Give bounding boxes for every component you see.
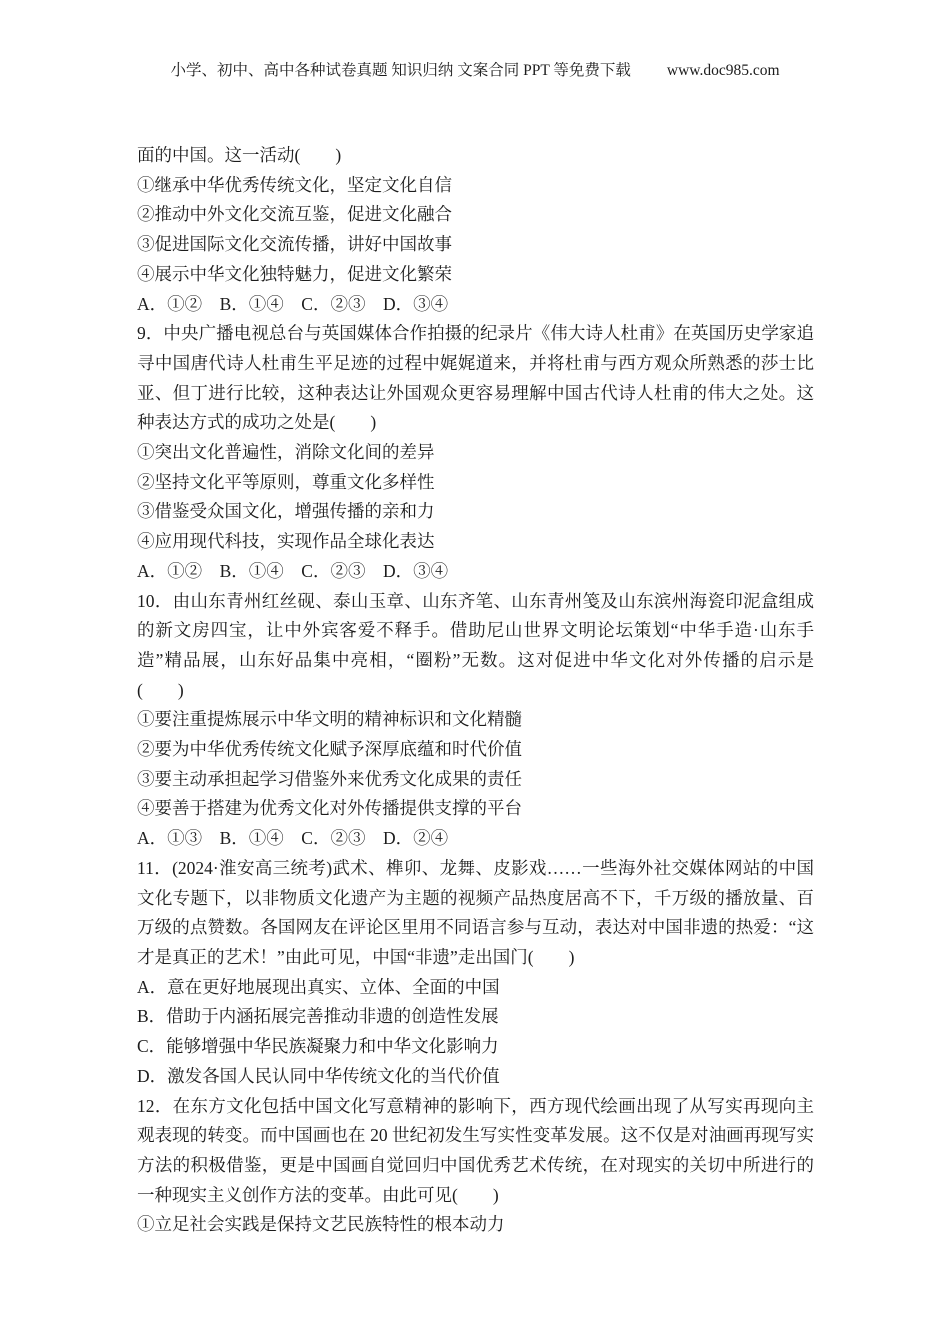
q10-option-2: ②要为中华优秀传统文化赋予深厚底蕴和时代价值 xyxy=(137,739,522,760)
site-header-text: 小学、初中、高中各种试卷真题 知识归纳 文案合同 PPT 等免费下载 xyxy=(170,62,631,79)
q8-option-4: ④展示中华文化独特魅力，促进文化繁荣 xyxy=(137,263,452,284)
q8-stem-continuation: 面的中国。这一活动( ) xyxy=(137,145,342,165)
q10-stem: 10．由山东青州红丝砚、泰山玉章、山东齐笔、山东青州笺及山东滨州海瓷印泥盒组成的新文房四宝，让中外宾客爱不释手。借助尼山世界文明论坛策划“中华手造·山东手造”精品展，山东好品集中亮相，“圈粉”无数。这对促进中华文化对外传播的启示是( ) xyxy=(137,590,814,700)
site-header xyxy=(0,61,950,81)
q11-stem: 11．(2024·淮安高三统考)武术、榫卯、龙舞、皮影戏……一些海外社交媒体网站的中国文化专题下，以非物质文化遗产为主题的视频产品热度居高不下，千万级的播放量、百万级的点赞数。各国网友在评论区里用不同语言参与互动，表达对中国非遗的热爱：“这才是真正的艺术！”由此可见，中国“非遗”走出国门( ) xyxy=(137,857,814,967)
q11-choice-c: C．能够增强中华民族凝聚力和中华文化影响力 xyxy=(137,1036,499,1057)
q10-answer-row: A．①③ B．①④ C．②③ D．②④ xyxy=(137,828,449,849)
q12-option-1: ①立足社会实践是保持文艺民族特性的根本动力 xyxy=(137,1214,505,1235)
q11-choice-b: B．借助于内涵拓展完善推动非遗的创造性发展 xyxy=(137,1006,499,1027)
q10-option-1: ①要注重提炼展示中华文明的精神标识和文化精髓 xyxy=(137,709,522,730)
site-url: www.doc985.com xyxy=(666,62,780,79)
q8-answer-row: A．①② B．①④ C．②③ D．③④ xyxy=(137,293,449,314)
q11-choice-d: D．激发各国人民认同中华传统文化的当代价值 xyxy=(137,1065,500,1086)
q11-choice-a: A．意在更好地展现出真实、立体、全面的中国 xyxy=(137,976,500,997)
q9-option-1: ①突出文化普遍性，消除文化间的差异 xyxy=(137,442,435,463)
q9-stem: 9．中央广播电视总台与英国媒体合作拍摄的纪录片《伟大诗人杜甫》在英国历史学家追寻中国唐代诗人杜甫生平足迹的过程中娓娓道来，并将杜甫与西方观众所熟悉的莎士比亚、但丁进行比较，这种表达让外国观众更容易理解中国古代诗人杜甫的伟大之处。这种表达方式的成功之处是( ) xyxy=(137,323,814,433)
q10-option-3: ③要主动承担起学习借鉴外来优秀文化成果的责任 xyxy=(137,768,522,789)
q8-option-3: ③促进国际文化交流传播，讲好中国故事 xyxy=(137,234,452,255)
q10-option-4: ④要善于搭建为优秀文化对外传播提供支撑的平台 xyxy=(137,798,522,819)
exam-content xyxy=(137,141,814,1240)
q8-option-1: ①继承中华优秀传统文化，坚定文化自信 xyxy=(137,174,452,195)
q9-answer-row: A．①② B．①④ C．②③ D．③④ xyxy=(137,560,449,581)
q9-option-4: ④应用现代科技，实现作品全球化表达 xyxy=(137,531,435,552)
q9-option-2: ②坚持文化平等原则，尊重文化多样性 xyxy=(137,471,435,492)
q8-option-2: ②推动中外文化交流互鉴，促进文化融合 xyxy=(137,204,452,225)
q12-stem: 12．在东方文化包括中国文化写意精神的影响下，西方现代绘画出现了从写实再现向主观表现的转变。而中国画也在 20 世纪初发生写实性变革发展。这不仅是对油画再现写实方法的积极借鉴，更是中国画自觉回归中国优秀艺术传统，在对现实的关切中所进行的一种现实主义创作方法的变革。由此可见( ) xyxy=(137,1095,814,1205)
q9-option-3: ③借鉴受众国文化，增强传播的亲和力 xyxy=(137,501,435,522)
